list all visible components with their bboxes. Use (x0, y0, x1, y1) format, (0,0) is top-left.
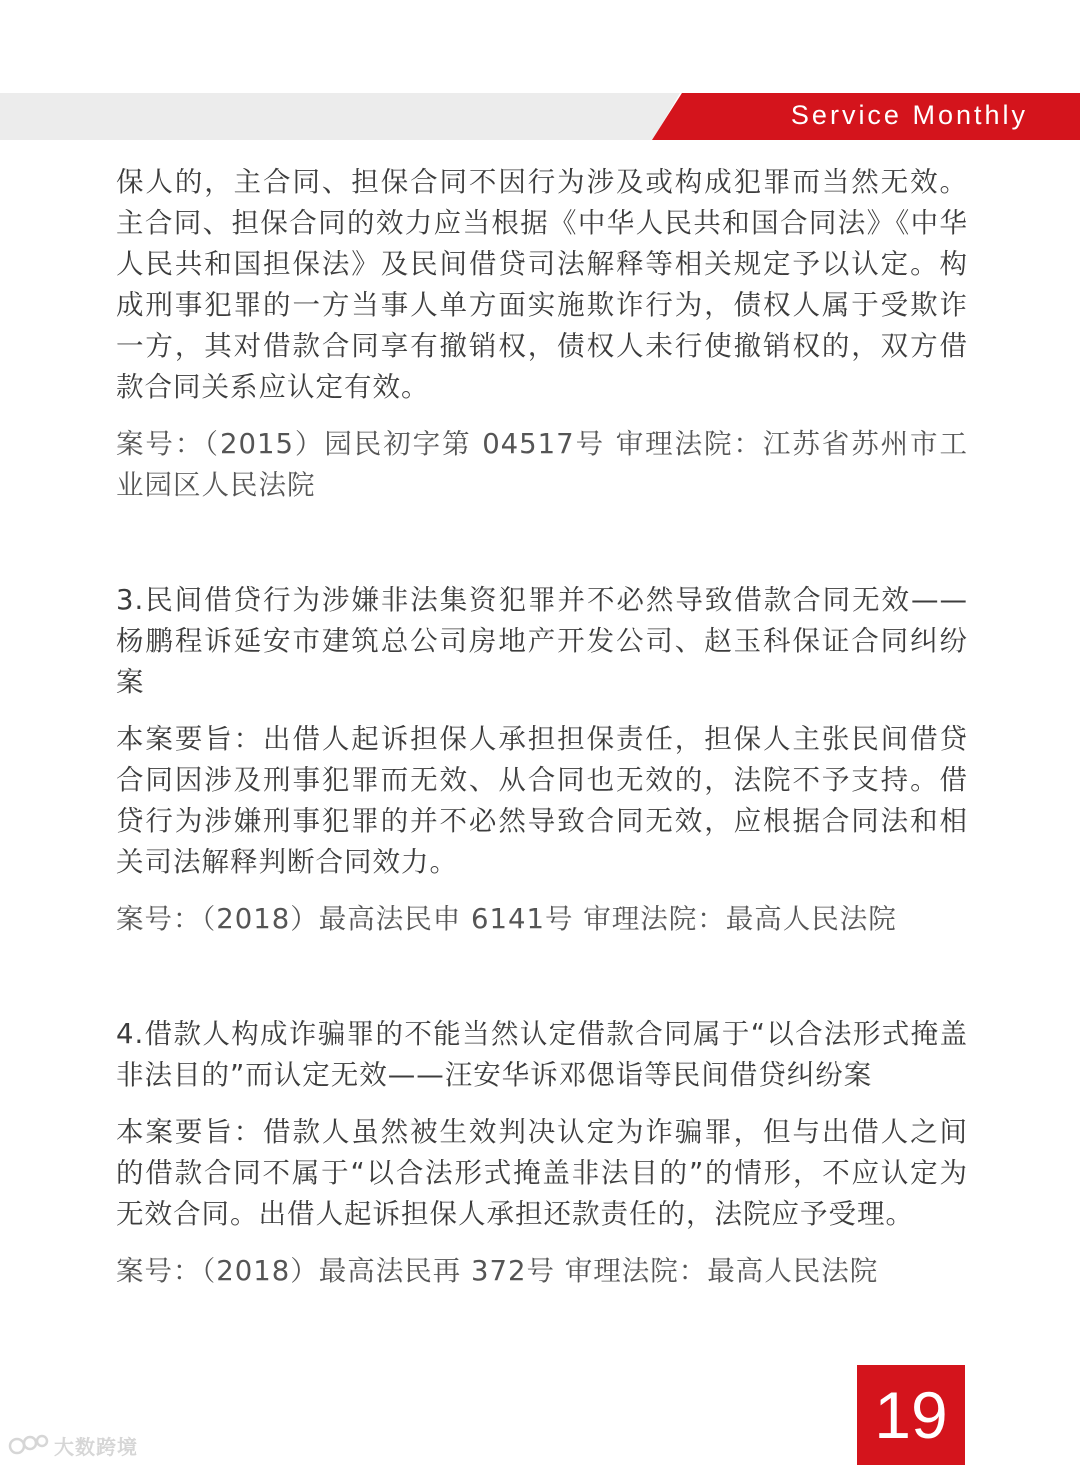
case-title: 4.借款人构成诈骗罪的不能当然认定借款合同属于“以合法形式掩盖非法目的”而认定无效——汪安华诉邓偲诣等民间借贷纠纷案 (116, 1018, 968, 1091)
page-number: 19 (857, 1365, 965, 1465)
case-number: 案号：（2018）最高法民再 372号 审理法院：最高人民法院 (116, 1255, 879, 1287)
case-number: 案号：（2018）最高法民申 6141号 审理法院：最高人民法院 (116, 903, 897, 935)
watermark (8, 1430, 138, 1460)
article-body (116, 162, 968, 1292)
header-band (0, 93, 680, 140)
case-summary: 本案要旨：借款人虽然被生效判决认定为诈骗罪，但与出借人之间的借款合同不属于“以合法形式掩盖非法目的”的情形，不应认定为无效合同。出借人起诉担保人承担还款责任的，法院应予受理。 (116, 1116, 968, 1230)
case-number: 案号：（2015）园民初字第 04517号 审理法院：江苏省苏州市工业园区人民法院 (116, 428, 968, 501)
case-title: 3.民间借贷行为涉嫌非法集资犯罪并不必然导致借款合同无效——杨鹏程诉延安市建筑总公司房地产开发公司、赵玉科保证合同纠纷案 (116, 584, 968, 698)
logo-icon (8, 1432, 50, 1458)
watermark-text: 大数跨境 (54, 1434, 138, 1459)
paragraph: 保人的，主合同、担保合同不因行为涉及或构成犯罪而当然无效。主合同、担保合同的效力应当根据《中华人民共和国合同法》《中华人民共和国担保法》及民间借贷司法解释等相关规定予以认定。构成刑事犯罪的一方当事人单方面实施欺诈行为，债权人属于受欺诈一方，其对借款合同享有撤销权，债权人未行使撤销权的，双方借款合同关系应认定有效。 (116, 166, 968, 403)
case-summary: 本案要旨：出借人起诉担保人承担担保责任，担保人主张民间借贷合同因涉及刑事犯罪而无效、从合同也无效的，法院不予支持。借贷行为涉嫌刑事犯罪的并不必然导致合同无效，应根据合同法和相关司法解释判断合同效力。 (116, 723, 968, 878)
header-title: Service Monthly (790, 100, 1028, 130)
